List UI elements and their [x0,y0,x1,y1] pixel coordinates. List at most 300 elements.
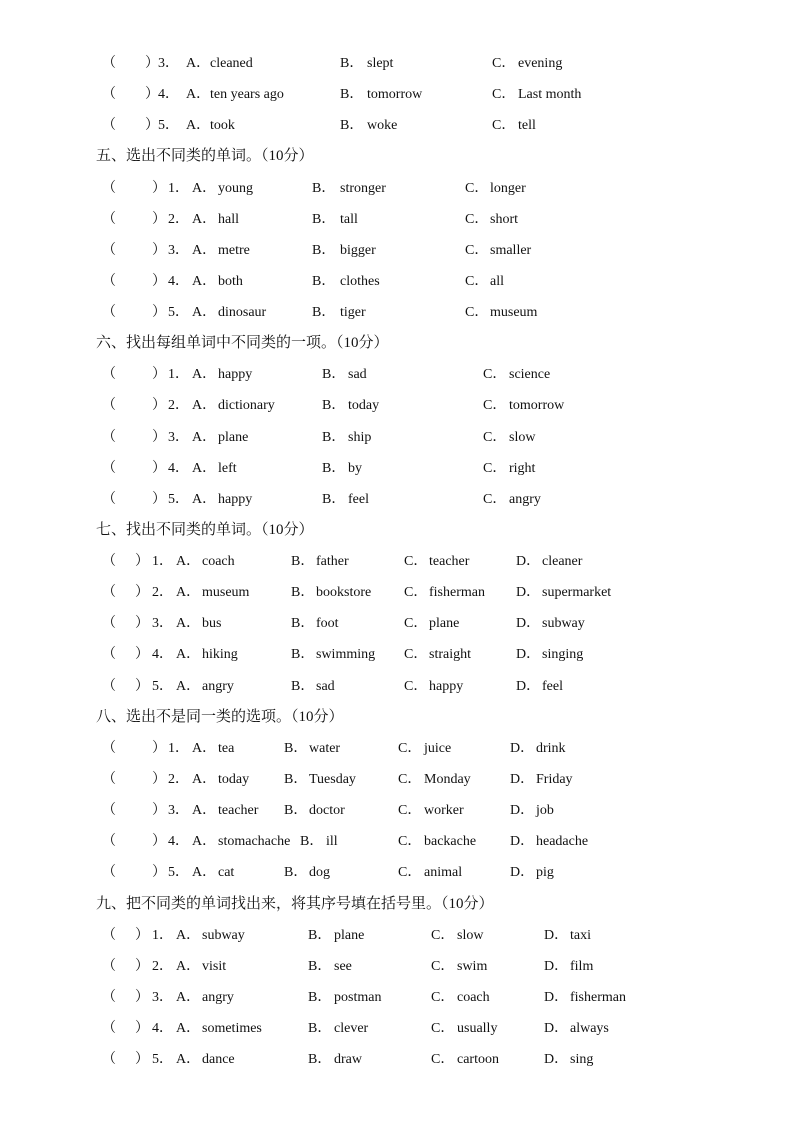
option-a-label: A． [192,492,217,507]
option-c-word: all [490,274,504,289]
question-number: 3． [168,803,189,818]
option-b-label: B． [291,554,315,569]
option-c-word: happy [429,679,464,694]
option-a-word: took [210,118,235,133]
question-number: 5． [158,118,179,133]
answer-paren-open[interactable]: （ [102,56,116,71]
option-c-label: C． [483,461,507,476]
question-row [0,116,794,136]
option-c-label: C． [492,118,516,133]
option-d-word: always [570,1021,609,1036]
question-number: 4． [152,647,173,662]
question-number: 5． [152,679,173,694]
option-c-label: C． [431,990,455,1005]
option-b-word: tomorrow [367,87,423,102]
answer-paren-open[interactable]: （ [102,212,116,227]
answer-paren-open[interactable]: （ [102,585,116,600]
option-c-label: C． [465,212,489,227]
question-row [0,210,794,230]
section-heading: 八、选出不是同一类的选项。（10分） [96,709,344,725]
answer-paren-open[interactable]: （ [102,461,116,476]
answer-paren-close: ） [145,87,159,102]
option-d-label: D． [544,1021,569,1036]
question-number: 2． [152,585,173,600]
question-number: 3． [168,430,189,445]
option-c-label: C． [483,398,507,413]
question-row [0,645,794,665]
answer-paren-close: ） [135,990,149,1005]
option-a-word: left [218,461,237,476]
option-a-word: sometimes [202,1021,262,1036]
option-d-word: taxi [570,928,591,943]
question-row [0,583,794,603]
option-a-label: A． [192,834,217,849]
section-heading: 五、选出不同类的单词。（10分） [96,148,314,164]
option-b-word: plane [334,928,365,943]
option-c-label: C． [398,803,422,818]
answer-paren-close: ） [152,305,166,320]
option-c-label: C． [398,741,422,756]
option-b-label: B． [284,741,308,756]
option-b-word: ship [348,430,372,445]
answer-paren-open[interactable]: （ [102,243,116,258]
question-number: 3． [152,990,173,1005]
option-c-word: short [490,212,518,227]
option-c-label: C． [431,1052,455,1067]
answer-paren-open[interactable]: （ [102,181,116,196]
option-b-word: dog [309,865,330,880]
answer-paren-close: ） [152,367,166,382]
answer-paren-open[interactable]: （ [102,274,116,289]
answer-paren-open[interactable]: （ [102,834,116,849]
option-b-word: bigger [340,243,376,258]
option-b-word: sad [348,367,367,382]
answer-paren-open[interactable]: （ [102,741,116,756]
answer-paren-close: ） [152,834,166,849]
question-row [0,241,794,261]
option-b-label: B． [291,616,315,631]
option-c-label: C． [431,1021,455,1036]
option-a-label: A． [186,87,211,102]
question-row [0,54,794,74]
option-b-label: B． [312,243,336,258]
answer-paren-open[interactable]: （ [102,772,116,787]
option-b-label: B． [322,461,346,476]
question-row [0,801,794,821]
answer-paren-close: ） [135,616,149,631]
option-b-label: B． [312,181,336,196]
option-b-word: water [309,741,341,756]
option-c-label: C． [398,772,422,787]
option-b-label: B． [322,367,346,382]
option-a-word: plane [218,430,249,445]
answer-paren-close: ） [135,679,149,694]
question-number: 2． [152,959,173,974]
option-a-word: ten years ago [210,87,284,102]
question-row [0,863,794,883]
option-b-label: B． [308,990,332,1005]
answer-paren-close: ） [135,1021,149,1036]
question-number: 3． [158,56,179,71]
option-a-word: angry [202,990,234,1005]
answer-paren-open[interactable]: （ [102,492,116,507]
answer-paren-close: ） [152,803,166,818]
option-d-label: D． [510,865,535,880]
question-row [0,988,794,1008]
option-a-word: subway [202,928,245,943]
answer-paren-close: ） [152,243,166,258]
option-d-word: Friday [536,772,573,787]
option-b-label: B． [284,803,308,818]
question-row [0,179,794,199]
answer-paren-close: ） [152,398,166,413]
option-a-word: bus [202,616,222,631]
option-d-word: supermarket [542,585,612,600]
option-b-label: B． [284,865,308,880]
option-a-label: A． [176,959,201,974]
option-d-word: cleaner [542,554,583,569]
answer-paren-open[interactable]: （ [102,990,116,1005]
option-a-label: A． [192,461,217,476]
option-a-label: A． [192,398,217,413]
option-a-label: A． [192,865,217,880]
option-b-word: doctor [309,803,345,818]
answer-paren-open[interactable]: （ [102,1021,116,1036]
option-a-label: A． [176,1021,201,1036]
option-b-word: swimming [316,647,376,662]
option-d-label: D． [516,616,541,631]
question-row [0,957,794,977]
option-b-label: B． [322,430,346,445]
question-row [0,459,794,479]
option-b-word: feel [348,492,369,507]
answer-paren-open[interactable]: （ [102,305,116,320]
option-b-word: draw [334,1052,362,1067]
question-row [0,272,794,292]
option-b-label: B． [340,87,364,102]
option-a-label: A． [176,616,201,631]
option-d-word: fisherman [570,990,626,1005]
option-a-label: A． [192,803,217,818]
option-a-word: tea [218,741,235,756]
answer-paren-open[interactable]: （ [102,647,116,662]
option-b-word: woke [367,118,398,133]
option-c-label: C． [465,274,489,289]
option-c-word: slow [509,430,536,445]
question-number: 1． [152,928,173,943]
question-row [0,1019,794,1039]
answer-paren-open[interactable]: （ [102,430,116,445]
option-a-label: A． [176,647,201,662]
option-b-word: today [348,398,380,413]
option-b-label: B． [312,212,336,227]
question-row [0,926,794,946]
option-d-word: pig [536,865,554,880]
option-c-word: backache [424,834,477,849]
answer-paren-close: ） [152,212,166,227]
option-c-label: C． [404,554,428,569]
option-d-word: feel [542,679,563,694]
option-d-label: D． [544,928,569,943]
option-d-label: D． [544,990,569,1005]
answer-paren-close: ） [152,430,166,445]
answer-paren-close: ） [152,741,166,756]
question-number: 5． [168,305,189,320]
option-c-word: Last month [518,87,582,102]
option-d-word: job [536,803,554,818]
option-d-label: D． [516,647,541,662]
question-row [0,677,794,697]
option-a-word: coach [202,554,235,569]
question-row [0,832,794,852]
option-a-label: A． [176,554,201,569]
option-b-word: see [334,959,352,974]
option-b-word: foot [316,616,339,631]
question-number: 5． [168,865,189,880]
option-a-label: A． [176,990,201,1005]
option-a-word: stomachache [218,834,291,849]
option-b-word: bookstore [316,585,372,600]
option-c-word: evening [518,56,563,71]
option-b-word: clever [334,1021,369,1036]
option-d-word: headache [536,834,589,849]
option-a-label: A． [192,367,217,382]
option-a-label: A． [176,585,201,600]
answer-paren-open[interactable]: （ [102,616,116,631]
option-c-word: cartoon [457,1052,499,1067]
option-d-word: drink [536,741,566,756]
option-c-label: C． [483,492,507,507]
question-row [0,739,794,759]
option-b-label: B． [291,679,315,694]
option-c-label: C． [483,367,507,382]
question-row [0,85,794,105]
option-c-word: longer [490,181,526,196]
option-b-label: B． [284,772,308,787]
answer-paren-close: ） [152,772,166,787]
option-d-word: film [570,959,594,974]
answer-paren-open[interactable]: （ [102,959,116,974]
option-c-label: C． [465,243,489,258]
option-a-label: A． [192,305,217,320]
answer-paren-close: ） [152,492,166,507]
option-c-word: animal [424,865,463,880]
option-a-word: metre [218,243,250,258]
option-c-label: C． [404,616,428,631]
option-a-word: visit [202,959,227,974]
option-a-word: hall [218,212,239,227]
option-a-label: A． [192,430,217,445]
question-number: 4． [168,834,189,849]
option-a-label: A． [192,772,217,787]
answer-paren-close: ） [145,56,159,71]
answer-paren-open[interactable]: （ [102,118,116,133]
option-c-word: tell [518,118,536,133]
option-b-label: B． [308,928,332,943]
option-b-label: B． [322,492,346,507]
question-number: 1． [168,741,189,756]
option-b-word: ill [326,834,338,849]
option-c-label: C． [492,56,516,71]
option-c-word: coach [457,990,490,1005]
question-number: 2． [168,212,189,227]
option-c-label: C． [431,928,455,943]
section-heading: 六、找出每组单词中不同类的一项。（10分） [96,335,389,351]
option-c-word: juice [424,741,452,756]
answer-paren-open[interactable]: （ [102,87,116,102]
option-b-word: tiger [340,305,366,320]
answer-paren-close: ） [135,928,149,943]
answer-paren-open[interactable]: （ [102,1052,116,1067]
option-a-label: A． [176,928,201,943]
option-b-label: B． [300,834,324,849]
option-d-label: D． [516,585,541,600]
option-d-label: D． [544,959,569,974]
question-number: 4． [168,274,189,289]
option-c-word: slow [457,928,484,943]
answer-paren-open[interactable]: （ [102,928,116,943]
question-number: 3． [168,243,189,258]
option-a-word: hiking [202,647,238,662]
option-c-label: C． [492,87,516,102]
option-d-label: D． [544,1052,569,1067]
question-row [0,396,794,416]
option-b-label: B． [312,274,336,289]
question-number: 1． [168,181,189,196]
answer-paren-close: ） [135,1052,149,1067]
option-a-word: both [218,274,243,289]
question-row [0,428,794,448]
option-d-label: D． [510,741,535,756]
option-b-label: B． [322,398,346,413]
option-b-label: B． [308,959,332,974]
answer-paren-open[interactable]: （ [102,367,116,382]
answer-paren-open[interactable]: （ [102,803,116,818]
option-c-label: C． [404,647,428,662]
option-c-label: C． [483,430,507,445]
question-number: 4． [152,1021,173,1036]
option-a-word: cat [218,865,235,880]
section-heading: 七、找出不同类的单词。（10分） [96,522,314,538]
option-b-label: B． [340,118,364,133]
option-c-label: C． [404,585,428,600]
option-d-label: D． [510,834,535,849]
option-a-label: A． [186,118,211,133]
option-c-word: tomorrow [509,398,565,413]
question-row [0,614,794,634]
answer-paren-close: ） [152,274,166,289]
option-a-label: A． [192,212,217,227]
option-c-label: C． [431,959,455,974]
option-b-word: stronger [340,181,386,196]
question-number: 1． [168,367,189,382]
option-c-label: C． [404,679,428,694]
question-number: 2． [168,772,189,787]
option-c-word: plane [429,616,460,631]
option-c-label: C． [398,865,422,880]
option-c-word: fisherman [429,585,485,600]
option-b-label: B． [308,1021,332,1036]
question-number: 3． [152,616,173,631]
question-row [0,1050,794,1070]
option-d-label: D． [516,679,541,694]
option-c-word: science [509,367,551,382]
option-a-word: cleaned [210,56,253,71]
option-c-word: right [509,461,536,476]
answer-paren-close: ） [145,118,159,133]
option-b-label: B． [308,1052,332,1067]
option-a-label: A． [192,274,217,289]
question-number: 5． [168,492,189,507]
question-row [0,490,794,510]
option-a-word: angry [202,679,234,694]
option-d-word: sing [570,1052,594,1067]
option-b-word: sad [316,679,335,694]
option-c-word: angry [509,492,541,507]
option-c-word: Monday [424,772,471,787]
answer-paren-close: ） [152,461,166,476]
question-number: 1． [152,554,173,569]
answer-paren-open[interactable]: （ [102,679,116,694]
option-b-word: Tuesday [309,772,356,787]
option-a-word: museum [202,585,250,600]
option-a-label: A． [192,741,217,756]
option-a-label: A． [176,1052,201,1067]
option-b-label: B． [291,585,315,600]
option-a-word: teacher [218,803,259,818]
answer-paren-close: ） [135,647,149,662]
answer-paren-close: ） [135,585,149,600]
option-c-word: teacher [429,554,470,569]
option-a-word: young [218,181,253,196]
option-b-word: tall [340,212,358,227]
option-c-word: museum [490,305,538,320]
option-d-label: D． [510,772,535,787]
answer-paren-close: ） [152,181,166,196]
option-c-label: C． [398,834,422,849]
option-d-word: subway [542,616,585,631]
answer-paren-open[interactable]: （ [102,865,116,880]
option-c-word: straight [429,647,471,662]
option-c-label: C． [465,181,489,196]
question-number: 4． [168,461,189,476]
option-c-word: smaller [490,243,532,258]
option-c-word: swim [457,959,488,974]
option-d-label: D． [510,803,535,818]
question-number: 5． [152,1052,173,1067]
option-a-label: A． [192,181,217,196]
option-a-label: A． [192,243,217,258]
question-number: 4． [158,87,179,102]
answer-paren-close: ） [152,865,166,880]
question-row [0,303,794,323]
option-b-word: postman [334,990,382,1005]
option-c-word: worker [424,803,464,818]
option-a-word: dinosaur [218,305,267,320]
question-number: 2． [168,398,189,413]
option-c-word: usually [457,1021,498,1036]
option-b-word: by [348,461,362,476]
option-a-word: happy [218,367,253,382]
answer-paren-close: ） [135,959,149,974]
question-row [0,552,794,572]
question-row [0,770,794,790]
option-b-label: B． [312,305,336,320]
option-b-word: father [316,554,349,569]
option-a-word: dictionary [218,398,275,413]
answer-paren-open[interactable]: （ [102,398,116,413]
answer-paren-open[interactable]: （ [102,554,116,569]
